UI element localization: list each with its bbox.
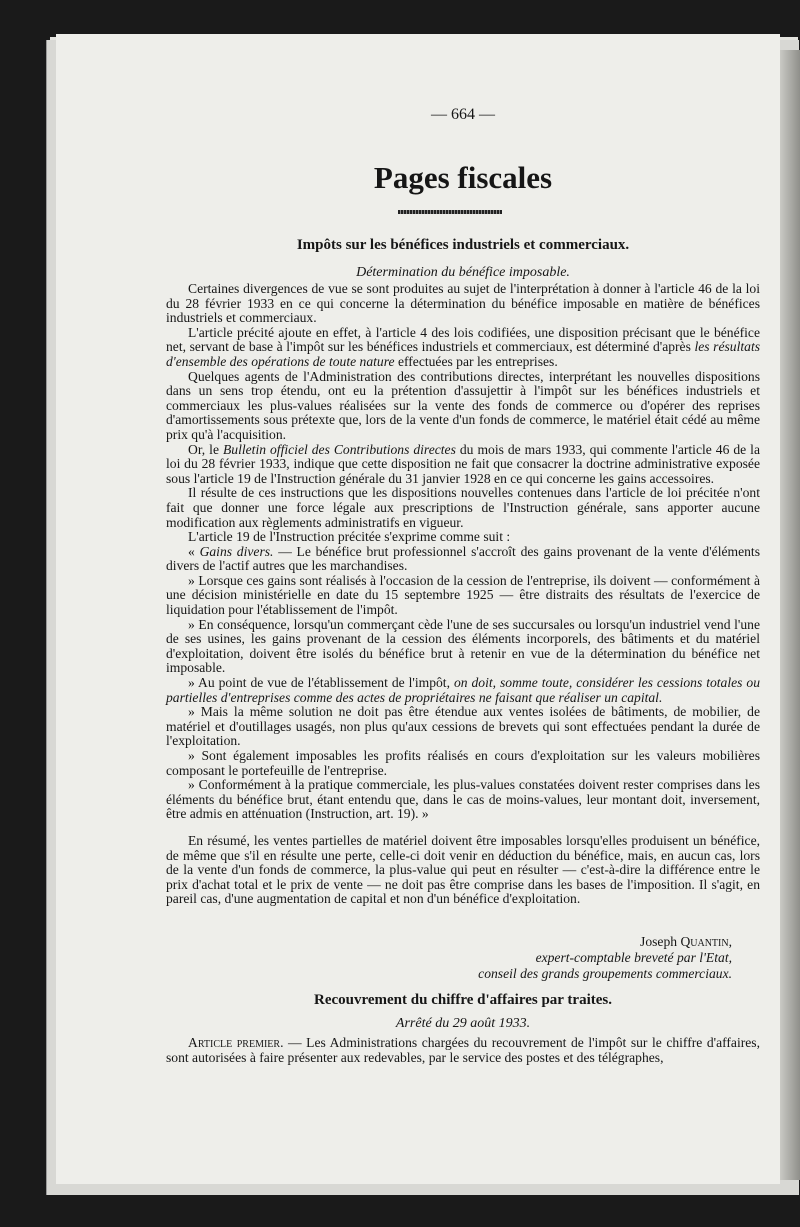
page-number: — 664 —	[431, 106, 495, 123]
quote-paragraph: » Sont également imposables les profits réalisés en cours d'exploitation sur les valeurs mobilières composant le portefeuille de l'entreprise.	[166, 748, 760, 778]
title-rule	[398, 210, 502, 214]
quote-paragraph: » En conséquence, lorsqu'un commerçant cède l'une de ses succursales ou lorsqu'un industriel vend l'une de ses usines, les gains provenant de la cession des éléments incorporels, des bâtiments et du matériel d'exploitation, doivent être isolés du bénéfice brut à retenir en vue de la détermination du bénéfice net imposable.	[166, 616, 760, 676]
page-edge-shadow	[778, 50, 800, 1180]
article-paragraph: Article premier. — Les Administrations chargées du recouvrement de l'impôt sur le chiffre d'affaires, sont autorisées à faire présenter aux redevables, par le service des postes et des télégraphes,	[166, 1035, 760, 1065]
section2-body	[166, 1036, 760, 1065]
section1-heading: Impôts sur les bénéfices industriels et commerciaux.	[296, 237, 630, 253]
document-page	[56, 34, 780, 1184]
signature-block	[478, 934, 732, 982]
quote-paragraph: » Mais la même solution ne doit pas être étendue aux ventes isolées de bâtiments, de mobilier, de matériel et d'outillages usagés, non plus qu'aux cessions de brevets qui sont effectuées pendant la durée de l'exploitation.	[166, 704, 760, 749]
quote-paragraph: « Gains divers. — Le bénéfice brut professionnel s'accroît des gains provenant de la vente d'éléments divers de l'actif autres que les marchandises.	[166, 543, 760, 574]
quote-paragraph: » Au point de vue de l'établissement de l'impôt, on doit, somme toute, considérer les cessions totales ou partielles d'entreprises comme des actes de propriétaires ne faisant que réaliser un capital.	[166, 675, 761, 705]
page-title: Pages fiscales	[373, 160, 553, 195]
section1-subheading: Détermination du bénéfice imposable.	[356, 265, 570, 280]
paragraph: Quelques agents de l'Administration des contributions directes, interprétant les nouvelles dispositions dans un sens trop étendu, ont eu la prétention d'assujettir à l'impôt sur les bénéfices industriels et commerciaux les plus-values réalisées sur la vente des fonds de commerce ou d'opérer des reprises d'amortissements sous prétexte que, lors de la vente d'un fonds de commerce, le matériel était cédé au même prix qu'à l'acquisition.	[166, 368, 760, 442]
quote-paragraph: » Conformément à la pratique commerciale, les plus-values constatées doivent rester comprises dans les éléments du bénéfice brut, étant entendu que, dans le cas de moins-values, leur montant doit, inversement, être admis en atténuation (Instruction, art. 19). »	[166, 777, 760, 822]
paragraph: En résumé, les ventes partielles de matériel doivent être imposables lorsqu'elles produisent un bénéfice, de même que s'il en résulte une perte, celle-ci doit venir en déduction du bénéfice, mais, en aucun cas, lors de la vente d'un fonds de commerce, la plus-value qui peut en résulter — c'est-à-dire la différence entre le prix d'achat total et le prix de vente — ne doit pas être comprise dans les bases de l'imposition. Il s'agit, en pareil cas, d'une augmentation de capital et non d'un bénéfice d'exploitation.	[166, 832, 760, 907]
paragraph: Or, le Bulletin officiel des Contributions directes du mois de mars 1933, qui commente l'article 46 de la loi du 28 février 1933, indique que cette disposition ne fait que consacrer la doctrine administrative exposée sous l'article 19 de l'Instruction générale du 31 janvier 1928 en ce qui concerne les gains accessoires.	[166, 441, 760, 486]
section2-heading: Recouvrement du chiffre d'affaires par traites.	[313, 992, 612, 1008]
article-label: Article premier.	[188, 1035, 284, 1050]
signature-role: expert-comptable breveté par l'Etat,	[535, 950, 732, 965]
quote-paragraph: » Lorsque ces gains sont réalisés à l'occasion de la cession de l'entreprise, ils doivent — conformément à une décision ministérielle en date du 15 septembre 1925 — être distraits des résultats de l'exercice de liquidation pour l'établissement de l'impôt.	[166, 572, 760, 618]
paragraph: Certaines divergences de vue se sont produites au sujet de l'interprétation à donner à l'article 46 de la loi du 28 février 1933 en ce qui concerne la détermination du bénéfice imposable en matière de bénéfices industriels et commerciaux.	[166, 281, 760, 326]
section1-body	[166, 282, 760, 907]
signature-name: Joseph Quantin,	[640, 934, 732, 949]
paragraph: L'article précité ajoute en effet, à l'article 4 des lois codifiées, une disposition précisant que le bénéfice net, servant de base à l'impôt sur les bénéfices industriels et commerciaux, est déterminé d'après les résultats d'ensemble des opérations de toute nature effectuées par les entreprises.	[166, 324, 761, 369]
section2-subheading: Arrêté du 29 août 1933.	[395, 1016, 531, 1031]
signature-role: conseil des grands groupements commerciaux.	[478, 966, 732, 981]
paragraph: Il résulte de ces instructions que les dispositions nouvelles contenues dans l'article de loi précitée n'ont fait que donner une force légale aux prescriptions de l'Instruction générale, sans apporter aucune modification aux règlements administratifs en vigueur.	[166, 485, 760, 530]
paragraph: L'article 19 de l'Instruction précitée s'exprime comme suit :	[188, 529, 511, 545]
